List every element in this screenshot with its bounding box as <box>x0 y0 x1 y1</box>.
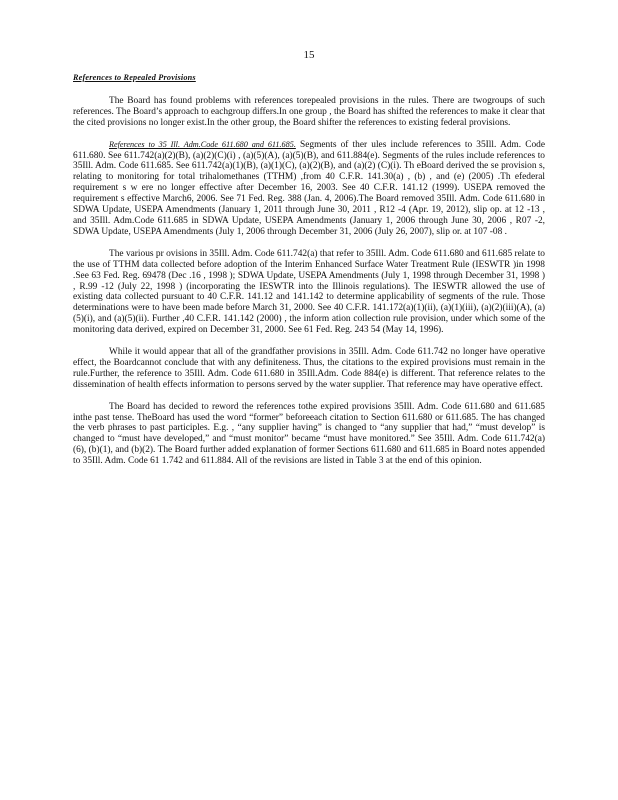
paragraph-2 <box>73 140 545 238</box>
paragraph-3: The various pr ovisions in 35Ill. Adm. Code 611.742(a) that refer to 35Ill. Adm. Code 611.680 and 611.685 relate to the use of TTHM data collected before adoption of the Interim Enhanced Surface Water Treatment Rule (IESWTR )in 1998 .See 63 Fed. Reg. 69478 (Dec .16 , 1998 ); SDWA Update, USEPA Amendments (July 1, 1998 through December 31, 1998 ) , R.99 -12 (July 22, 1998 ) (incorporating the IESWTR into the Illinois regulations). The IESWTR allowed the use of existing data collected pursuant to 40 C.F.R. 141.12 and 141.142 to determine applicability of segments of the rule. Those determinations were to have been made before March 31, 2000. See 40 C.F.R. 141.172(a)(1)(ii), (a)(1)(iii), (a)(2)(iii)(A), (a)(5)(i), and (a)(5)(ii). Further ,40 C.F.R. 141.142 (2000) , the inform ation collection rule provision, under which some of the monitoring data derived, expired on December 31, 2000. See 61 Fed. Reg. 243 54 (May 14, 1996). <box>73 248 545 336</box>
paragraph-1: The Board has found problems with references torepealed provisions in the rules. There are twogroups of such references. The Board’s approach to eachgroup differs.In one group , the Board has shifted the references to make it clear that the cited provisions no longer exist.In the other group, the Board shifter the references to existing federal provisions. <box>73 95 545 128</box>
document-body <box>73 73 545 478</box>
paragraph-2-text: Segments of ther ules include references to 35Ill. Adm. Code 611.680. See 611.742(a)(2)(B), (a)(2)(C)(i) , (a)(5)(A), (a)(5)(B), and 611.884(e). Segments of the rules include references to 35Ill. Adm. Code 611.685. See 611.742(a)(1)(B), (a)(1)(C), (a)(2)(B), and (a)(2) (C)(i). Th eBoard derived the se provision s, relating to monitoring for total trihalomethanes (TTHM) ,from 40 C.F.R. 141.30(a) , (b) , and (e) (2005) .Th efederal requirement s w ere no longer effective after December 16, 2003. See 40 C.F.R. 141.12 (1999). USEPA removed the requirement s effective March6, 2006. See 71 Fed. Reg. 388 (Jan. 4, 2006).The Board removed 35Ill. Adm. Code 611.680 in SDWA Update, USEPA Amendments (January 1, 2011 through June 30, 2011 , R12 -4 (Apr. 19, 2012), slip op. at 12 -13 , and 35Ill. Adm.Code 611.685 in SDWA Update, USEPA Amendments (January 1, 2006 through June 30, 2006 , R07 -2, SDWA Update, USEPA Amendments (July 1, 2006 through December 31, 2006 (July 26, 2007), slip or. at 107 -08 . <box>73 139 545 237</box>
paragraph-5: The Board has decided to reword the references tothe expired provisions 35Ill. Adm. Code 611.680 and 611.685 inthe past tense. TheBoard has used the word “former” beforeeach citation to Section 611.680 or 611.685. The has changed the verb phrases to past participles. E.g. , “any supplier having” is changed to “any supplier that had,” “must develop” is changed to “must have developed,” and “must monitor” became “must have monitored.” See 35Ill. Adm. Code 611.742(a)(6), (b)(1), and (b)(2). The Board further added explanation of former Sections 611.680 and 611.685 in Board notes appended to 35Ill. Adm. Code 61 1.742 and 611.884. All of the revisions are listed in Table 3 at the end of this opinion. <box>73 401 545 467</box>
paragraph-2-lead: References to 35 Ill. Adm.Code 611.680 and 611.685. <box>109 139 296 149</box>
section-heading: References to Repealed Provisions <box>73 73 196 82</box>
page-number: 15 <box>303 49 315 61</box>
paragraph-4: While it would appear that all of the grandfather provisions in 35Ill. Adm. Code 611.742 no longer have operative effect, the Boardcannot conclude that with any definiteness. Thus, the citations to the expired provisions must remain in the rule.Further, the reference to 35Ill. Adm. Code 611.680 in 35Ill.Adm. Code 884(e) is different. That reference relates to the dissemination of health effects information to persons served by the water supplier. That reference may have operative effect. <box>73 347 545 390</box>
